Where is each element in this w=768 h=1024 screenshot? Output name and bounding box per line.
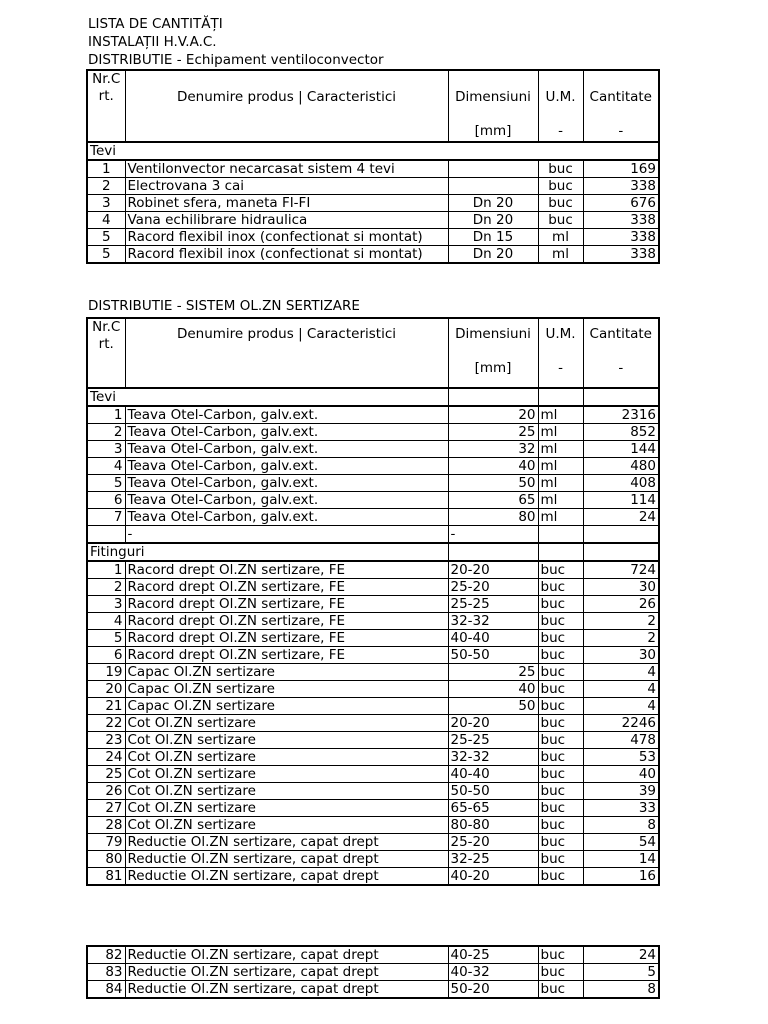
quantity: 26 xyxy=(583,596,659,613)
header-nr-line1: Nr.C xyxy=(92,71,121,87)
product-name: Ventilonvector necarcasat sistem 4 tevi xyxy=(125,160,448,178)
unit: buc xyxy=(538,212,583,229)
table-row xyxy=(87,246,659,264)
quantity: 2316 xyxy=(583,406,659,424)
product-name: Cot Ol.ZN sertizare xyxy=(125,732,448,749)
row-number: 27 xyxy=(87,800,125,817)
dimension: 50 xyxy=(448,475,538,492)
table-row xyxy=(87,946,659,964)
doc-title: LISTA DE CANTITĂȚI xyxy=(88,16,223,32)
header-um-label: U.M. xyxy=(545,326,576,342)
table-continuation xyxy=(86,945,660,999)
table-row xyxy=(87,766,659,783)
section-row xyxy=(87,543,659,561)
row-number: 24 xyxy=(87,749,125,766)
doc-subtitle: INSTALAȚII H.V.A.C. xyxy=(88,34,217,50)
product-name: Vana echilibrare hidraulica xyxy=(125,212,448,229)
header-nr-line1: Nr.C xyxy=(92,319,121,335)
row-number: 4 xyxy=(87,458,125,475)
section-empty xyxy=(448,543,538,561)
row-number: 82 xyxy=(87,946,125,964)
row-number: 83 xyxy=(87,964,125,981)
unit: buc xyxy=(538,783,583,800)
section-label-fitinguri: Fitinguri xyxy=(87,543,448,561)
table-row xyxy=(87,229,659,246)
quantity: 16 xyxy=(583,868,659,886)
quantity: 338 xyxy=(583,212,659,229)
product-name: Racord drept Ol.ZN sertizare, FE xyxy=(125,596,448,613)
row-number: 3 xyxy=(87,596,125,613)
quantity: 338 xyxy=(583,178,659,195)
header-dim-label: Dimensiuni xyxy=(455,89,531,105)
product-name: Cot Ol.ZN sertizare xyxy=(125,783,448,800)
header-nr xyxy=(87,70,125,142)
header-qty xyxy=(583,318,659,388)
header-name xyxy=(125,318,448,388)
table-row xyxy=(87,561,659,579)
header-nr-line2: rt. xyxy=(98,88,114,104)
product-name: Reductie Ol.ZN sertizare, capat drept xyxy=(125,834,448,851)
unit: buc xyxy=(538,981,583,999)
unit: buc xyxy=(538,664,583,681)
product-name: Reductie Ol.ZN sertizare, capat drept xyxy=(125,946,448,964)
row-number: 84 xyxy=(87,981,125,999)
row-number xyxy=(87,526,125,544)
product-name: Racord drept Ol.ZN sertizare, FE xyxy=(125,561,448,579)
dimension: - xyxy=(448,526,538,544)
row-number: 81 xyxy=(87,868,125,886)
row-number: 21 xyxy=(87,698,125,715)
table-row xyxy=(87,783,659,800)
unit: buc xyxy=(538,681,583,698)
dimension: 65 xyxy=(448,492,538,509)
section-row xyxy=(87,142,659,160)
quantity: 2 xyxy=(583,630,659,647)
dimension: 32 xyxy=(448,441,538,458)
unit: buc xyxy=(538,834,583,851)
quantity: 24 xyxy=(583,509,659,526)
product-name: Racord drept Ol.ZN sertizare, FE xyxy=(125,647,448,664)
table-row xyxy=(87,834,659,851)
row-number: 28 xyxy=(87,817,125,834)
unit: ml xyxy=(538,246,583,264)
table-row xyxy=(87,160,659,178)
dimension: 50-50 xyxy=(448,783,538,800)
header-qty-label: Cantitate xyxy=(589,89,652,105)
dimension: 40-40 xyxy=(448,766,538,783)
product-name: Racord flexibil inox (confectionat si montat) xyxy=(125,246,448,264)
quantity: 14 xyxy=(583,851,659,868)
table-row xyxy=(87,458,659,475)
product-name: Cot Ol.ZN sertizare xyxy=(125,800,448,817)
product-name: Capac Ol.ZN sertizare xyxy=(125,664,448,681)
unit: ml xyxy=(538,424,583,441)
row-number: 2 xyxy=(87,579,125,596)
row-number: 1 xyxy=(87,406,125,424)
row-number: 3 xyxy=(87,195,125,212)
row-number: 2 xyxy=(87,424,125,441)
quantity: 5 xyxy=(583,964,659,981)
table-ventiloconvector xyxy=(86,69,660,264)
row-number: 1 xyxy=(87,561,125,579)
quantity: 33 xyxy=(583,800,659,817)
table-row xyxy=(87,981,659,999)
quantity: 53 xyxy=(583,749,659,766)
unit: buc xyxy=(538,596,583,613)
quantity: 4 xyxy=(583,664,659,681)
unit: buc xyxy=(538,613,583,630)
quantity: 8 xyxy=(583,817,659,834)
section-title-ventiloconvector: DISTRIBUTIE - Echipament ventiloconvector xyxy=(88,52,384,68)
header-um xyxy=(538,318,583,388)
header-um-label: U.M. xyxy=(545,89,576,105)
dimension: 20-20 xyxy=(448,561,538,579)
table-row xyxy=(87,195,659,212)
unit xyxy=(538,526,583,544)
header-nr xyxy=(87,318,125,388)
row-number: 6 xyxy=(87,492,125,509)
row-number: 22 xyxy=(87,715,125,732)
dimension: 50 xyxy=(448,698,538,715)
table-sistem-olzn xyxy=(86,317,660,886)
table-row xyxy=(87,749,659,766)
unit: buc xyxy=(538,868,583,886)
row-number: 6 xyxy=(87,647,125,664)
table-row xyxy=(87,526,659,544)
table-row xyxy=(87,579,659,596)
table-row xyxy=(87,630,659,647)
product-name: Capac Ol.ZN sertizare xyxy=(125,681,448,698)
product-name: Racord drept Ol.ZN sertizare, FE xyxy=(125,613,448,630)
header-dim-unit: [mm] xyxy=(474,123,512,139)
unit: ml xyxy=(538,229,583,246)
section-empty xyxy=(583,388,659,406)
row-number: 4 xyxy=(87,212,125,229)
quantity: 39 xyxy=(583,783,659,800)
table-row xyxy=(87,681,659,698)
dimension xyxy=(448,178,538,195)
table-row xyxy=(87,851,659,868)
table-row xyxy=(87,647,659,664)
table-row xyxy=(87,800,659,817)
product-name: Cot Ol.ZN sertizare xyxy=(125,766,448,783)
dimension: 65-65 xyxy=(448,800,538,817)
table-row xyxy=(87,964,659,981)
product-name: Reductie Ol.ZN sertizare, capat drept xyxy=(125,981,448,999)
dimension: 25-25 xyxy=(448,596,538,613)
unit: buc xyxy=(538,698,583,715)
section-empty xyxy=(538,388,583,406)
unit: buc xyxy=(538,561,583,579)
dimension: 40 xyxy=(448,681,538,698)
dimension: Dn 20 xyxy=(448,195,538,212)
dimension: 32-25 xyxy=(448,851,538,868)
quantity: 114 xyxy=(583,492,659,509)
table-row xyxy=(87,212,659,229)
row-number: 5 xyxy=(87,630,125,647)
quantity: 478 xyxy=(583,732,659,749)
dimension: Dn 15 xyxy=(448,229,538,246)
unit: buc xyxy=(538,851,583,868)
unit: ml xyxy=(538,441,583,458)
product-name: Capac Ol.ZN sertizare xyxy=(125,698,448,715)
header-qty-unit: - xyxy=(618,123,624,139)
product-name: Teava Otel-Carbon, galv.ext. xyxy=(125,441,448,458)
header-name-label: Denumire produs | Caracteristici xyxy=(176,89,397,105)
unit: buc xyxy=(538,630,583,647)
quantity xyxy=(583,526,659,544)
unit: buc xyxy=(538,715,583,732)
unit: ml xyxy=(538,406,583,424)
quantity: 338 xyxy=(583,229,659,246)
dimension: 50-50 xyxy=(448,647,538,664)
product-name: Reductie Ol.ZN sertizare, capat drept xyxy=(125,964,448,981)
unit: buc xyxy=(538,749,583,766)
dimension: 80 xyxy=(448,509,538,526)
header-qty-label: Cantitate xyxy=(589,326,652,342)
row-number: 25 xyxy=(87,766,125,783)
dimension: 20-20 xyxy=(448,715,538,732)
header-um xyxy=(538,70,583,142)
table-row xyxy=(87,475,659,492)
unit: buc xyxy=(538,946,583,964)
product-name: Teava Otel-Carbon, galv.ext. xyxy=(125,424,448,441)
row-number: 5 xyxy=(87,475,125,492)
unit: ml xyxy=(538,475,583,492)
product-name: Reductie Ol.ZN sertizare, capat drept xyxy=(125,851,448,868)
table-row xyxy=(87,868,659,886)
header-nr-line2: rt. xyxy=(98,336,114,352)
dimension: 80-80 xyxy=(448,817,538,834)
section-label-tevi: Tevi xyxy=(87,388,448,406)
product-name: Teava Otel-Carbon, galv.ext. xyxy=(125,509,448,526)
header-name-label: Denumire produs | Caracteristici xyxy=(176,326,397,342)
row-number: 80 xyxy=(87,851,125,868)
product-name: Electrovana 3 cai xyxy=(125,178,448,195)
unit: buc xyxy=(538,195,583,212)
dimension: 32-32 xyxy=(448,613,538,630)
table-row xyxy=(87,732,659,749)
unit: buc xyxy=(538,817,583,834)
dimension: 32-32 xyxy=(448,749,538,766)
unit: ml xyxy=(538,509,583,526)
quantity: 30 xyxy=(583,579,659,596)
quantity: 40 xyxy=(583,766,659,783)
table-row xyxy=(87,698,659,715)
header-qty-unit: - xyxy=(618,360,624,376)
product-name: - xyxy=(125,526,448,544)
table-row xyxy=(87,817,659,834)
quantity: 169 xyxy=(583,160,659,178)
quantity: 676 xyxy=(583,195,659,212)
dimension: 40 xyxy=(448,458,538,475)
row-number: 5 xyxy=(87,229,125,246)
dimension: 20 xyxy=(448,406,538,424)
unit: buc xyxy=(538,579,583,596)
row-number: 4 xyxy=(87,613,125,630)
quantity: 408 xyxy=(583,475,659,492)
section-empty xyxy=(538,543,583,561)
table-row xyxy=(87,613,659,630)
row-number: 79 xyxy=(87,834,125,851)
table-row xyxy=(87,492,659,509)
product-name: Reductie Ol.ZN sertizare, capat drept xyxy=(125,868,448,886)
header-um-unit: - xyxy=(558,360,563,376)
header-um-unit: - xyxy=(558,123,563,139)
section-title-sistem: DISTRIBUTIE - SISTEM OL.ZN SERTIZARE xyxy=(88,298,360,314)
unit: buc xyxy=(538,964,583,981)
row-number: 26 xyxy=(87,783,125,800)
unit: buc xyxy=(538,732,583,749)
unit: buc xyxy=(538,766,583,783)
quantity: 8 xyxy=(583,981,659,999)
row-number: 23 xyxy=(87,732,125,749)
unit: buc xyxy=(538,647,583,664)
dimension: 25-20 xyxy=(448,834,538,851)
product-name: Racord drept Ol.ZN sertizare, FE xyxy=(125,579,448,596)
row-number: 7 xyxy=(87,509,125,526)
quantity: 144 xyxy=(583,441,659,458)
row-number: 1 xyxy=(87,160,125,178)
quantity: 724 xyxy=(583,561,659,579)
product-name: Teava Otel-Carbon, galv.ext. xyxy=(125,492,448,509)
row-number: 3 xyxy=(87,441,125,458)
quantity: 2246 xyxy=(583,715,659,732)
quantity: 2 xyxy=(583,613,659,630)
row-number: 20 xyxy=(87,681,125,698)
quantity: 852 xyxy=(583,424,659,441)
unit: buc xyxy=(538,160,583,178)
dimension: 50-20 xyxy=(448,981,538,999)
product-name: Cot Ol.ZN sertizare xyxy=(125,817,448,834)
quantity: 24 xyxy=(583,946,659,964)
table-header-row xyxy=(87,318,659,388)
quantity: 30 xyxy=(583,647,659,664)
product-name: Racord drept Ol.ZN sertizare, FE xyxy=(125,630,448,647)
quantity: 338 xyxy=(583,246,659,264)
product-name: Robinet sfera, maneta FI-FI xyxy=(125,195,448,212)
product-name: Cot Ol.ZN sertizare xyxy=(125,715,448,732)
header-dim-label: Dimensiuni xyxy=(455,326,531,342)
table-row xyxy=(87,715,659,732)
dimension: Dn 20 xyxy=(448,246,538,264)
table-row xyxy=(87,406,659,424)
unit: ml xyxy=(538,458,583,475)
table-row xyxy=(87,178,659,195)
dimension: 25-20 xyxy=(448,579,538,596)
dimension: 40-40 xyxy=(448,630,538,647)
table-row xyxy=(87,664,659,681)
header-qty xyxy=(583,70,659,142)
table-row xyxy=(87,509,659,526)
dimension xyxy=(448,160,538,178)
section-empty xyxy=(583,543,659,561)
dimension: 25 xyxy=(448,664,538,681)
quantity: 4 xyxy=(583,681,659,698)
row-number: 5 xyxy=(87,246,125,264)
unit: ml xyxy=(538,492,583,509)
quantity: 4 xyxy=(583,698,659,715)
dimension: Dn 20 xyxy=(448,212,538,229)
table-row xyxy=(87,424,659,441)
dimension: 25-25 xyxy=(448,732,538,749)
dimension: 40-25 xyxy=(448,946,538,964)
product-name: Racord flexibil inox (confectionat si montat) xyxy=(125,229,448,246)
header-dim-unit: [mm] xyxy=(474,360,512,376)
quantity: 480 xyxy=(583,458,659,475)
header-dim xyxy=(448,318,538,388)
dimension: 40-20 xyxy=(448,868,538,886)
quantity: 54 xyxy=(583,834,659,851)
section-label-tevi: Tevi xyxy=(87,142,659,160)
row-number: 2 xyxy=(87,178,125,195)
unit: buc xyxy=(538,800,583,817)
product-name: Teava Otel-Carbon, galv.ext. xyxy=(125,475,448,492)
dimension: 40-32 xyxy=(448,964,538,981)
product-name: Teava Otel-Carbon, galv.ext. xyxy=(125,458,448,475)
unit: buc xyxy=(538,178,583,195)
product-name: Cot Ol.ZN sertizare xyxy=(125,749,448,766)
header-dim xyxy=(448,70,538,142)
section-empty xyxy=(448,388,538,406)
header-name xyxy=(125,70,448,142)
table-row xyxy=(87,441,659,458)
table-row xyxy=(87,596,659,613)
section-row xyxy=(87,388,659,406)
row-number: 19 xyxy=(87,664,125,681)
table-header-row xyxy=(87,70,659,142)
dimension: 25 xyxy=(448,424,538,441)
product-name: Teava Otel-Carbon, galv.ext. xyxy=(125,406,448,424)
